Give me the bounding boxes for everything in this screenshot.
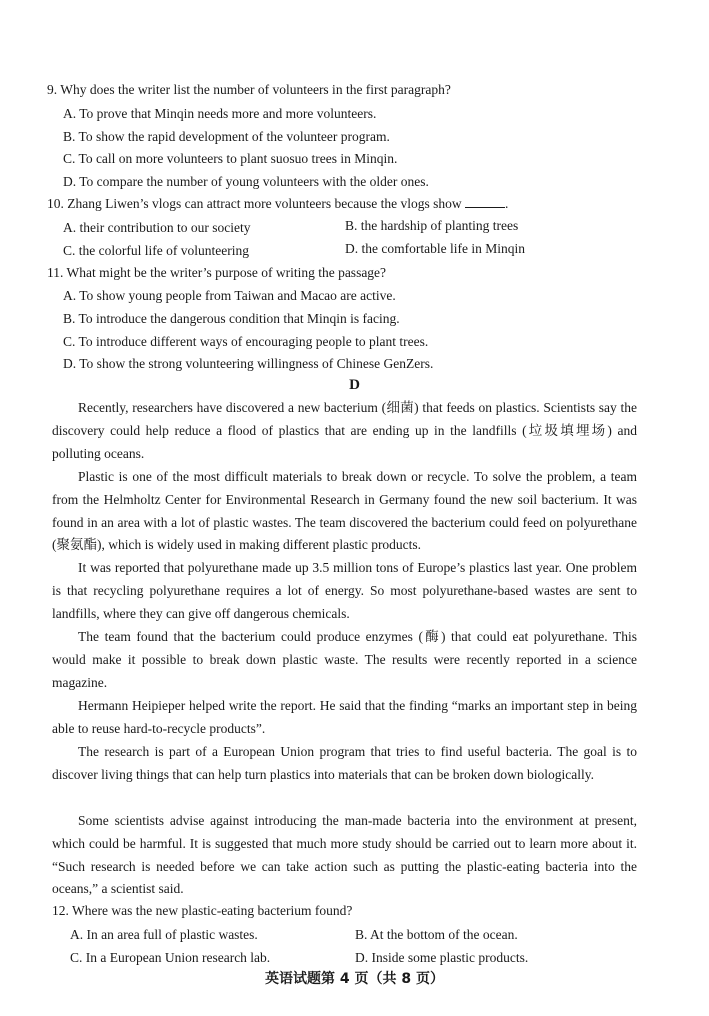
question-10-stem-end: . bbox=[505, 196, 509, 211]
passage-paragraph-5: Hermann Heipieper helped write the report. He said that the finding “marks an important step in being able to reuse hard-to-recycle products”. bbox=[52, 698, 637, 736]
question-10-stem-text: 10. Zhang Liwen’s vlogs can attract more volunteers because the vlogs show bbox=[47, 196, 462, 211]
passage-paragraph-2: Plastic is one of the most difficult materials to break down or recycle. To solve the problem, a team from the Helmholtz Center for Environmental Research in Germany found the new soil bacterium. It was found in an area with a lot of plastic wastes. The team discovered the bacterium could feed on polyurethane (聚氨酯), which is widely used in making different plastic products. bbox=[52, 469, 637, 553]
passage-paragraph-1: Recently, researchers have discovered a new bacterium (细菌) that feeds on plastics. Scientists say the discovery could help reduce a flood of plastics that are ending up in the landfills (垃圾填埋场) and polluting oceans. bbox=[52, 400, 637, 461]
passage-paragraph-3: It was reported that polyurethane made up 3.5 million tons of Europe’s plastics last year. One problem is that recycling polyurethane requires a lot of energy. So most polyurethane-based wastes are sent to landfills, where they can give off dangerous chemicals. bbox=[52, 560, 637, 621]
question-11-option-c: C. To introduce different ways of encouraging people to plant trees. bbox=[63, 334, 429, 349]
question-11-option-b: B. To introduce the dangerous condition that Minqin is facing. bbox=[63, 311, 400, 326]
question-10-option-a: A. their contribution to our society bbox=[63, 220, 251, 235]
question-9-option-b: B. To show the rapid development of the volunteer program. bbox=[63, 129, 390, 144]
question-10-option-c: C. the colorful life of volunteering bbox=[63, 243, 249, 258]
question-10-option-d: D. the comfortable life in Minqin bbox=[345, 241, 525, 256]
section-heading: D bbox=[349, 377, 360, 393]
question-9-option-a: A. To prove that Minqin needs more and more volunteers. bbox=[63, 106, 377, 121]
question-10-option-b: B. the hardship of planting trees bbox=[345, 218, 519, 233]
question-9-option-d: D. To compare the number of young volunteers with the older ones. bbox=[63, 174, 429, 189]
page-footer: 英语试题第 4 页（共 8 页） bbox=[265, 971, 444, 987]
question-12-option-b: B. At the bottom of the ocean. bbox=[355, 927, 518, 942]
answer-blank bbox=[465, 195, 505, 208]
question-12-option-a: A. In an area full of plastic wastes. bbox=[70, 927, 258, 942]
question-10-stem bbox=[47, 195, 508, 213]
question-11-option-d: D. To show the strong volunteering willingness of Chinese GenZers. bbox=[63, 356, 434, 371]
question-9-option-c: C. To call on more volunteers to plant suosuo trees in Minqin. bbox=[63, 151, 398, 166]
question-12-stem: 12. Where was the new plastic-eating bacterium found? bbox=[52, 903, 353, 918]
passage-paragraph-6: The research is part of a European Union program that tries to find useful bacteria. The goal is to discover living things that can help turn plastics into materials that can be broken down biologically. bbox=[52, 744, 637, 782]
passage-paragraph-7: Some scientists advise against introducing the man-made bacteria into the environment at present, which could be harmful. It is suggested that much more study should be carried out to learn more about it. “Such research is needed before we can take action such as putting the plastic-eating bacteria into the oceans,” a scientist said. bbox=[52, 813, 637, 897]
passage-paragraph-4: The team found that the bacterium could produce enzymes (酶) that could eat polyurethane. This would make it possible to break down plastic waste. The results were recently reported in a science magazine. bbox=[52, 629, 637, 690]
question-11-option-a: A. To show young people from Taiwan and Macao are active. bbox=[63, 288, 396, 303]
question-12-option-d: D. Inside some plastic products. bbox=[355, 950, 529, 965]
question-11-stem: 11. What might be the writer’s purpose of writing the passage? bbox=[47, 265, 387, 280]
question-9-stem: 9. Why does the writer list the number of volunteers in the first paragraph? bbox=[47, 82, 451, 97]
question-12-option-c: C. In a European Union research lab. bbox=[70, 950, 271, 965]
